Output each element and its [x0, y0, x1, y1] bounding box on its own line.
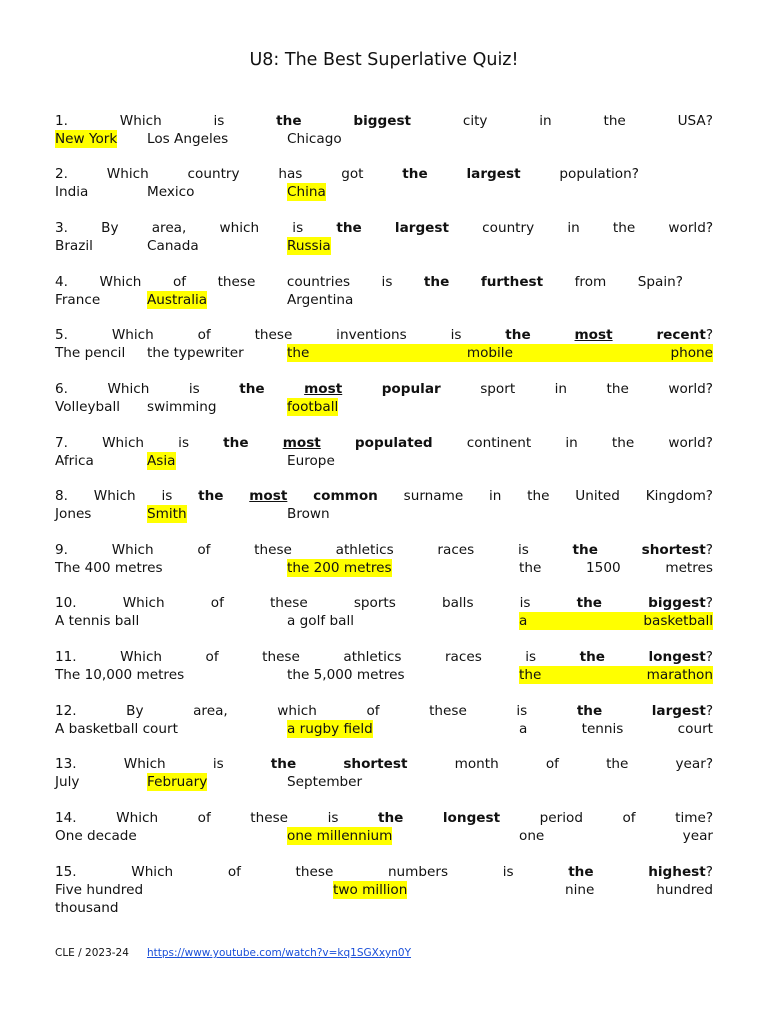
question-10	[55, 594, 713, 630]
answer-options	[55, 612, 713, 630]
question-4	[55, 273, 713, 309]
answer-option: Volleyball	[55, 399, 121, 415]
answer-option: Argentina	[287, 292, 354, 308]
answer-option: A basketball court	[55, 721, 178, 737]
answer-option: Brown	[287, 506, 330, 522]
answer-option-continued: thousand	[55, 900, 119, 916]
question-text: 4. Which of these countries is the furthest from Spain?	[55, 274, 683, 290]
answer-options	[55, 291, 713, 309]
answer-options	[55, 130, 713, 148]
answer-options-continued	[55, 899, 713, 917]
answer-option: the typewriter	[147, 345, 244, 361]
answer-option: Chicago	[287, 131, 342, 147]
question-text: 1. Which is the biggest city in the USA?	[55, 113, 713, 129]
answer-option: Europe	[287, 453, 335, 469]
answer-option: swimming	[147, 399, 217, 415]
question-1	[55, 112, 713, 148]
answer-options	[55, 398, 713, 416]
question-6	[55, 380, 713, 416]
question-text: 2. Which country has got the largest population?	[55, 166, 639, 182]
answer-options	[55, 773, 713, 791]
answer-options	[55, 827, 713, 845]
answer-options	[55, 505, 713, 523]
answer-options	[55, 881, 713, 899]
answer-option: July	[55, 774, 80, 790]
answer-options	[55, 344, 713, 362]
answer-option-correct: Australia	[147, 292, 208, 308]
question-text: 8. Which is the most common surname in the United Kingdom?	[55, 488, 713, 504]
answer-option-correct: football	[287, 399, 339, 415]
answer-option: Mexico	[147, 184, 195, 200]
question-text: 10. Which of these sports balls is the biggest?	[55, 595, 713, 611]
answer-option-correct: New York	[55, 131, 118, 147]
quiz-page	[55, 0, 713, 1024]
answer-option-correct: a basketball	[519, 613, 713, 629]
question-15	[55, 863, 713, 917]
answer-option-correct: Russia	[287, 238, 331, 254]
answer-option: Canada	[147, 238, 199, 254]
answer-options	[55, 237, 713, 255]
answer-option: the 5,000 metres	[287, 667, 405, 683]
answer-option: The 10,000 metres	[55, 667, 185, 683]
answer-option: The pencil	[55, 345, 126, 361]
question-text: 3. By area, which is the largest country in the world?	[55, 220, 713, 236]
question-5	[55, 326, 713, 362]
answer-options	[55, 666, 713, 684]
answer-options	[55, 183, 713, 201]
answer-options	[55, 559, 713, 577]
question-9	[55, 541, 713, 577]
footer	[55, 947, 412, 959]
footer-credit: CLE / 2023-24	[55, 947, 129, 959]
question-text: 13. Which is the shortest month of the year?	[55, 756, 713, 772]
answer-option: one year	[519, 828, 713, 844]
answer-option: nine hundred	[565, 882, 713, 898]
answer-option: Five hundred	[55, 882, 144, 898]
question-text: 5. Which of these inventions is the most recent?	[55, 327, 713, 343]
answer-option: Africa	[55, 453, 94, 469]
question-text: 6. Which is the most popular sport in the world?	[55, 381, 713, 397]
answer-option-correct: China	[287, 184, 326, 200]
answer-option: A tennis ball	[55, 613, 140, 629]
answer-option: India	[55, 184, 89, 200]
answer-option-correct: a rugby field	[287, 721, 373, 737]
question-11	[55, 648, 713, 684]
answer-option-correct: two million	[333, 882, 408, 898]
question-12	[55, 702, 713, 738]
answer-option: the 1500 metres	[519, 560, 713, 576]
answer-option-correct: the marathon	[519, 667, 713, 683]
answer-option: September	[287, 774, 363, 790]
answer-options	[55, 720, 713, 738]
answer-option-correct: Asia	[147, 453, 176, 469]
answer-option: Jones	[55, 506, 92, 522]
question-3	[55, 219, 713, 255]
answer-option: Brazil	[55, 238, 93, 254]
answer-option-correct: February	[147, 774, 208, 790]
answer-option: One decade	[55, 828, 137, 844]
question-text: 7. Which is the most populated continent in the world?	[55, 435, 713, 451]
question-8	[55, 487, 713, 523]
answer-option-correct: one millennium	[287, 828, 393, 844]
question-text: 12. By area, which of these is the largest?	[55, 703, 713, 719]
question-13	[55, 755, 713, 791]
page-title: U8: The Best Superlative Quiz!	[249, 50, 519, 70]
question-14	[55, 809, 713, 845]
question-7	[55, 434, 713, 470]
answer-option-correct: the mobile phone	[287, 345, 713, 361]
answer-option: Los Angeles	[147, 131, 229, 147]
question-2	[55, 165, 713, 201]
answer-options	[55, 452, 713, 470]
answer-option-correct: the 200 metres	[287, 560, 392, 576]
answer-option: a golf ball	[287, 613, 354, 629]
answer-option-correct: Smith	[147, 506, 187, 522]
question-text: 9. Which of these athletics races is the shortest?	[55, 542, 713, 558]
question-text: 14. Which of these is the longest period of time?	[55, 810, 713, 826]
question-text: 11. Which of these athletics races is the longest?	[55, 649, 713, 665]
answer-option: The 400 metres	[55, 560, 163, 576]
answer-option: a tennis court	[519, 721, 713, 737]
answer-option: France	[55, 292, 101, 308]
footer-link[interactable]: https://www.youtube.com/watch?v=kq1SGXxyn0Y	[147, 947, 412, 959]
question-text: 15. Which of these numbers is the highest?	[55, 864, 713, 880]
